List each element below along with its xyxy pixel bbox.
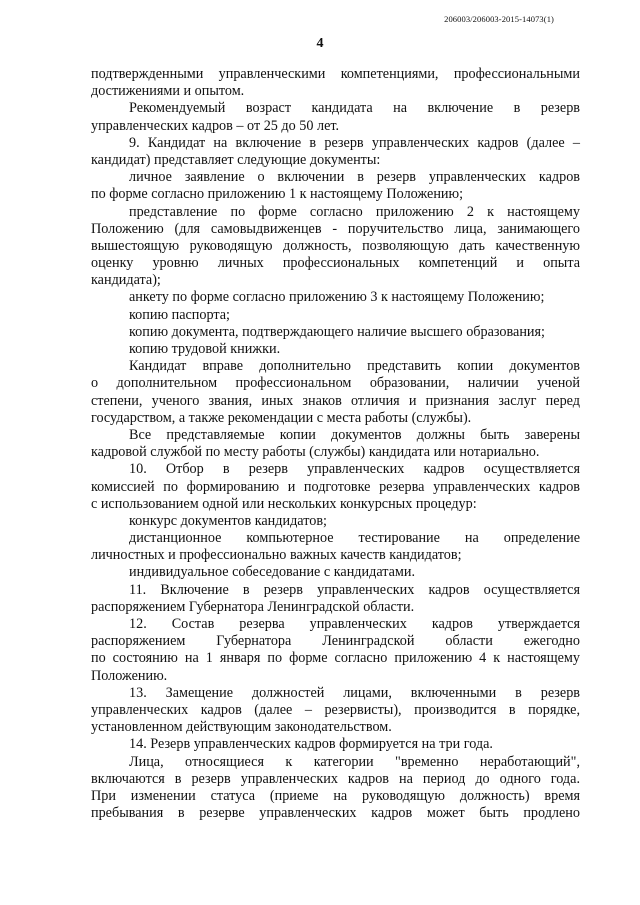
text-line: государством, а также рекомендации с места работы (службы). bbox=[91, 409, 472, 426]
page-number: 4 bbox=[316, 36, 324, 51]
text-line: Рекомендуемый возраст кандидата на включение в резерв bbox=[129, 100, 580, 117]
text-line: включаются в резерв управленческих кадров на период до одного года. bbox=[91, 770, 580, 787]
text-line: оценку уровню личных профессиональных компетенций и опыта bbox=[91, 255, 580, 272]
text-line: индивидуальное собеседование с кандидатами. bbox=[129, 564, 416, 581]
text-line: копию паспорта; bbox=[129, 306, 230, 323]
text-line: личное заявление о включении в резерв управленческих кадров bbox=[129, 169, 580, 186]
text-line: Положению (для самовыдвиженцев - поручительство лица, занимающего bbox=[91, 220, 580, 237]
text-line: анкету по форме согласно приложению 3 к настоящему Положению; bbox=[129, 289, 545, 306]
document-body bbox=[91, 66, 580, 822]
text-line: комиссией по формированию и подготовке резерва управленческих кадров bbox=[91, 478, 580, 495]
text-line: конкурс документов кандидатов; bbox=[129, 512, 327, 529]
text-line: пребывания в резерве управленческих кадров может быть продлено bbox=[91, 805, 580, 822]
document-id: 206003/206003-2015-14073(1) bbox=[444, 14, 554, 24]
text-line: по состоянию на 1 января по форме согласно приложению 4 к настоящему bbox=[91, 650, 580, 667]
text-line: о дополнительном профессиональном образовании, наличии ученой bbox=[91, 375, 580, 392]
text-line: кандидат) представляет следующие документы: bbox=[91, 151, 381, 168]
text-line: копию документа, подтверждающего наличие высшего образования; bbox=[129, 323, 545, 340]
text-line: распоряжением Губернатора Ленинградской области. bbox=[91, 598, 415, 615]
text-line: При изменении статуса (приеме на руководящую должность) время bbox=[91, 787, 580, 804]
text-line: с использованием одной или нескольких конкурсных процедур: bbox=[91, 495, 477, 512]
text-line: управленческих кадров – от 25 до 50 лет. bbox=[91, 117, 340, 134]
text-line: 12. Состав резерва управленческих кадров утверждается bbox=[129, 616, 580, 632]
text-line: кадровой службой по месту работы (службы) кандидата или нотариально. bbox=[91, 444, 540, 461]
text-line: Кандидат вправе дополнительно представить копии документов bbox=[129, 358, 580, 375]
text-line: 11. Включение в резерв управленческих кадров осуществляется bbox=[129, 581, 580, 598]
text-line: кандидата); bbox=[91, 272, 161, 289]
text-line: 9. Кандидат на включение в резерв управленческих кадров (далее – bbox=[129, 134, 580, 151]
text-line: копию трудовой книжки. bbox=[129, 341, 281, 357]
text-line: достижениями и опытом. bbox=[91, 83, 245, 100]
text-line: установленном действующим законодательством. bbox=[91, 719, 392, 736]
text-line: представление по форме согласно приложению 2 к настоящему bbox=[129, 203, 580, 220]
text-line: дистанционное компьютерное тестирование на определение bbox=[129, 530, 580, 547]
text-line: подтвержденными управленческими компетенциями, профессиональными bbox=[91, 66, 580, 82]
text-line: Положению. bbox=[91, 667, 168, 684]
text-line: управленческих кадров (далее – резервисты), производится в порядке, bbox=[91, 701, 580, 718]
text-line: по форме согласно приложению 1 к настоящему Положению; bbox=[91, 186, 464, 203]
text-line: Лица, относящиеся к категории "временно неработающий", bbox=[129, 753, 580, 770]
text-line: распоряжением Губернатора Ленинградской области ежегодно bbox=[91, 633, 580, 650]
text-line: Все представляемые копии документов должны быть заверены bbox=[129, 426, 580, 443]
text-line: личностных и профессионально важных качеств кандидатов; bbox=[91, 547, 462, 564]
text-line: 13. Замещение должностей лицами, включенными в резерв bbox=[129, 684, 580, 701]
text-line: вышестоящую руководящую должность, позволяющую дать качественную bbox=[91, 237, 580, 254]
text-line: степени, ученого звания, иных знаков отличия и признания заслуг перед bbox=[91, 392, 580, 409]
text-line: 10. Отбор в резерв управленческих кадров осуществляется bbox=[129, 461, 580, 478]
text-line: 14. Резерв управленческих кадров формируется на три года. bbox=[129, 736, 493, 753]
